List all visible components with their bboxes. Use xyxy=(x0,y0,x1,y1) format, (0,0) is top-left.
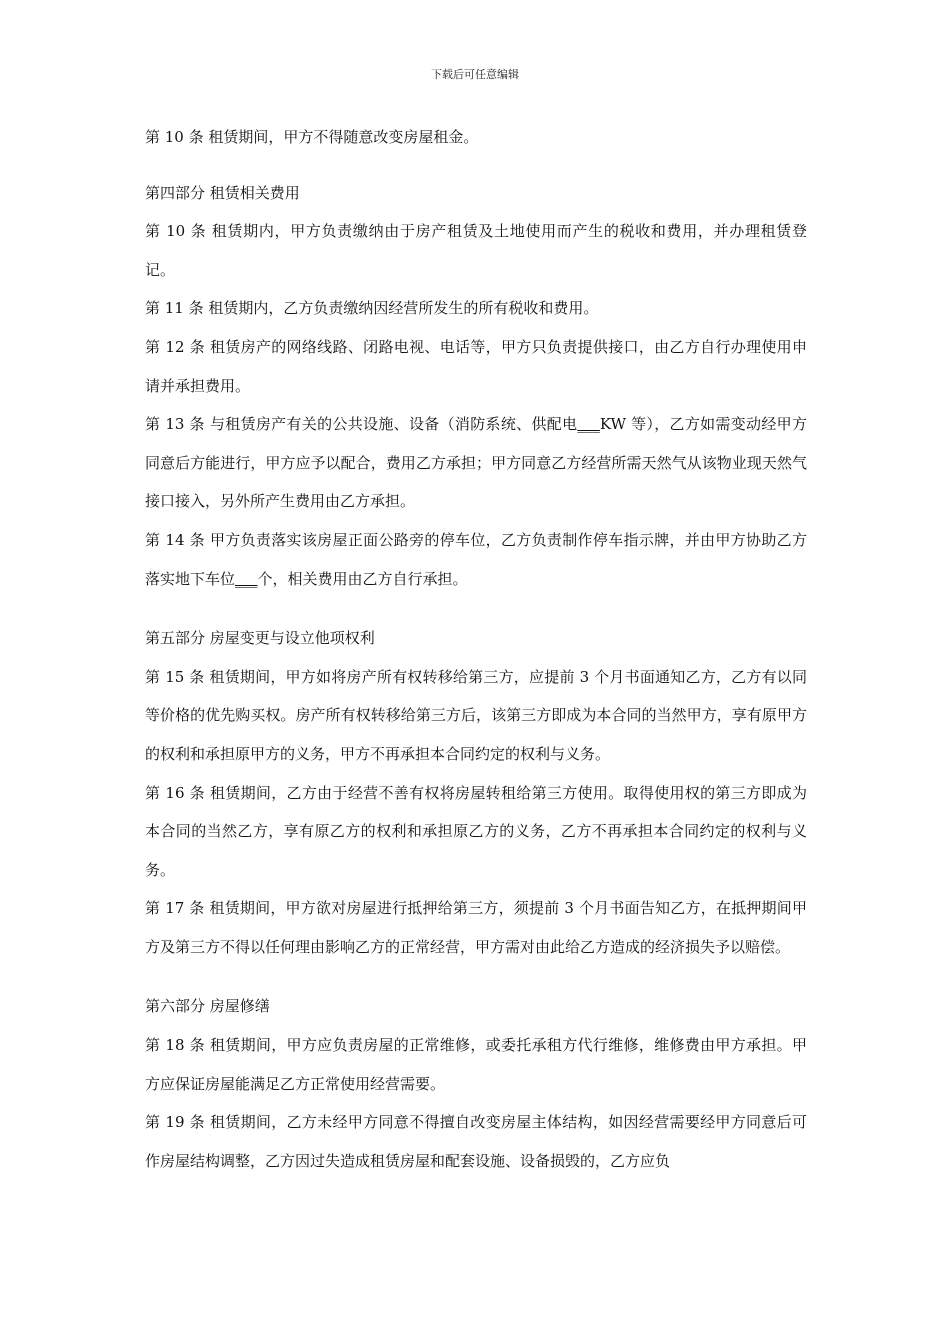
clause-10-taxes: 第 10 条 租赁期内，甲方负责缴纳由于房产租赁及土地使用而产生的税收和费用，并办理租赁登记。 xyxy=(145,222,807,279)
clause-18: 第 18 条 租赁期间，甲方应负责房屋的正常维修，或委托承租方代行维修，维修费由甲方承担。甲方应保证房屋能满足乙方正常使用经营需要。 xyxy=(145,1036,807,1093)
clause-14-text-after: 个，相关费用由乙方自行承担。 xyxy=(257,569,468,588)
section-4-heading: 第四部分 租赁相关费用 xyxy=(145,183,300,202)
section-gap xyxy=(145,157,807,174)
page-header: 下载后可任意编辑 xyxy=(431,68,519,81)
clause-11: 第 11 条 租赁期内，乙方负责缴纳因经营所发生的所有税收和费用。 xyxy=(145,299,599,318)
clause-13 xyxy=(145,405,807,521)
clause-10-rent: 第 10 条 租赁期间，甲方不得随意改变房屋租金。 xyxy=(145,128,479,146)
clause-13-text-before: 第 13 条 与租赁房产有关的公共设施、设备（消防系统、供配电 xyxy=(145,415,578,434)
clause-14-blank: ___ xyxy=(235,569,258,588)
clause-15: 第 15 条 租赁期间，甲方如将房产所有权转移给第三方，应提前 3 个月书面通知乙方，乙方有以同等价格的优先购买权。房产所有权转移给第三方后，该第三方即成为本合同的当然甲方，享有原甲方的权利和承担原甲方的义务，甲方不再承担本合同约定的权利与义务。 xyxy=(145,667,807,763)
clause-13-blank: ___ xyxy=(577,415,600,434)
clause-13-text-after: KW 等），乙方如需变动经甲方同意后方能进行，甲方应予以配合，费用乙方承担；甲方同意乙方经营所需天然气从该物业现天然气接口接入，另外所产生费用由乙方承担。 xyxy=(145,415,807,511)
document-body xyxy=(145,118,807,1180)
clause-14-text-before: 第 14 条 甲方负责落实该房屋正面公路旁的停车位，乙方负责制作停车指示牌，并由甲方协助乙方落实地下车位 xyxy=(145,530,807,588)
clause-14 xyxy=(145,521,807,598)
section-6-heading: 第六部分 房屋修缮 xyxy=(145,997,270,1016)
clause-17: 第 17 条 租赁期间，甲方欲对房屋进行抵押给第三方，须提前 3 个月书面告知乙方，在抵押期间甲方及第三方不得以任何理由影响乙方的正常经营，甲方需对由此给乙方造成的经济损失予以赔偿。 xyxy=(145,899,807,956)
clause-19: 第 19 条 租赁期间，乙方未经甲方同意不得擅自改变房屋主体结构，如因经营需要经甲方同意后可作房屋结构调整，乙方因过失造成租赁房屋和配套设施、设备损毁的，乙方应负 xyxy=(145,1113,807,1170)
section-gap xyxy=(145,966,807,987)
clause-16: 第 16 条 租赁期间，乙方由于经营不善有权将房屋转租给第三方使用。取得使用权的第三方即成为本合同的当然乙方，享有原乙方的权利和承担原乙方的义务，乙方不再承担本合同约定的权利与义务。 xyxy=(145,783,807,879)
clause-12: 第 12 条 租赁房产的网络线路、闭路电视、电话等，甲方只负责提供接口，由乙方自行办理使用申请并承担费用。 xyxy=(145,337,807,395)
section-gap xyxy=(145,598,807,619)
section-5-heading: 第五部分 房屋变更与设立他项权利 xyxy=(145,629,375,648)
